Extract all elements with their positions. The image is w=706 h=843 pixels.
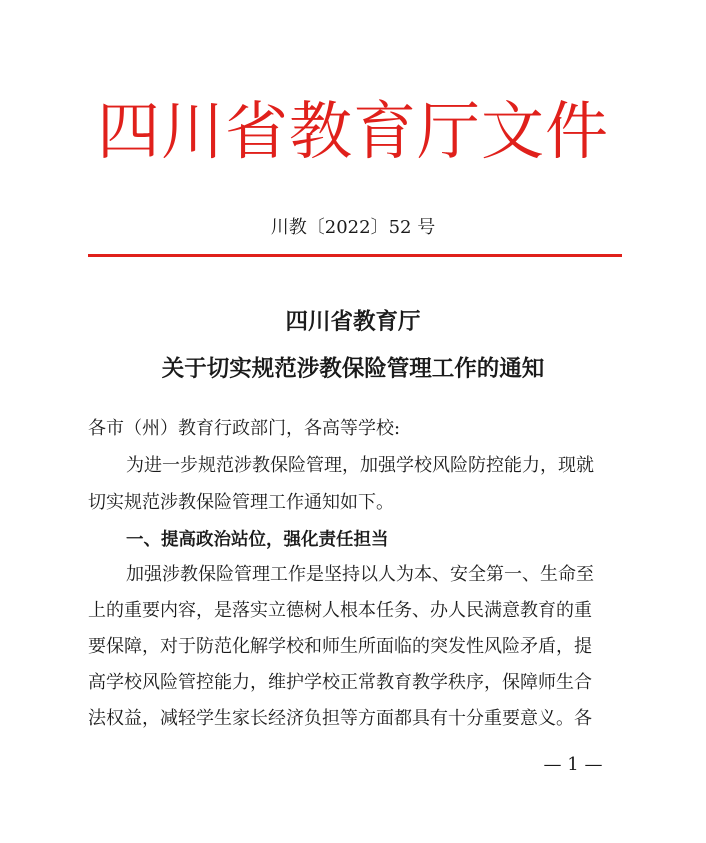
page-number: — 1 — [543, 754, 603, 775]
red-divider-line [88, 254, 622, 257]
section-heading: 一、提高政治站位，强化责任担当 [126, 530, 389, 550]
salutation: 各市（州）教育行政部门，各高等学校: [88, 418, 401, 439]
section-paragraph-line: 要保障，对于防范化解学校和师生所面临的突发性风险矛盾，提 [88, 636, 592, 657]
notice-title-subject: 关于切实规范涉教保险管理工作的通知 [161, 356, 545, 382]
section-paragraph-line: 高学校风险管控能力，维护学校正常教育教学秩序，保障师生合 [88, 672, 592, 693]
section-paragraph-line: 加强涉教保险管理工作是坚持以人为本、安全第一、生命至 [126, 564, 594, 585]
intro-paragraph-line: 切实规范涉教保险管理工作通知如下。 [88, 492, 394, 513]
document-header-title: 四川省教育厅文件 [97, 95, 609, 168]
notice-title-issuer: 四川省教育厅 [285, 309, 421, 335]
intro-paragraph-line: 为进一步规范涉教保险管理，加强学校风险防控能力，现就 [126, 455, 594, 476]
section-paragraph-line: 法权益，减轻学生家长经济负担等方面都具有十分重要意义。各 [88, 708, 592, 729]
section-paragraph-line: 上的重要内容，是落实立德树人根本任务、办人民满意教育的重 [88, 600, 592, 621]
document-number: 川教〔2022〕52 号 [270, 217, 436, 238]
